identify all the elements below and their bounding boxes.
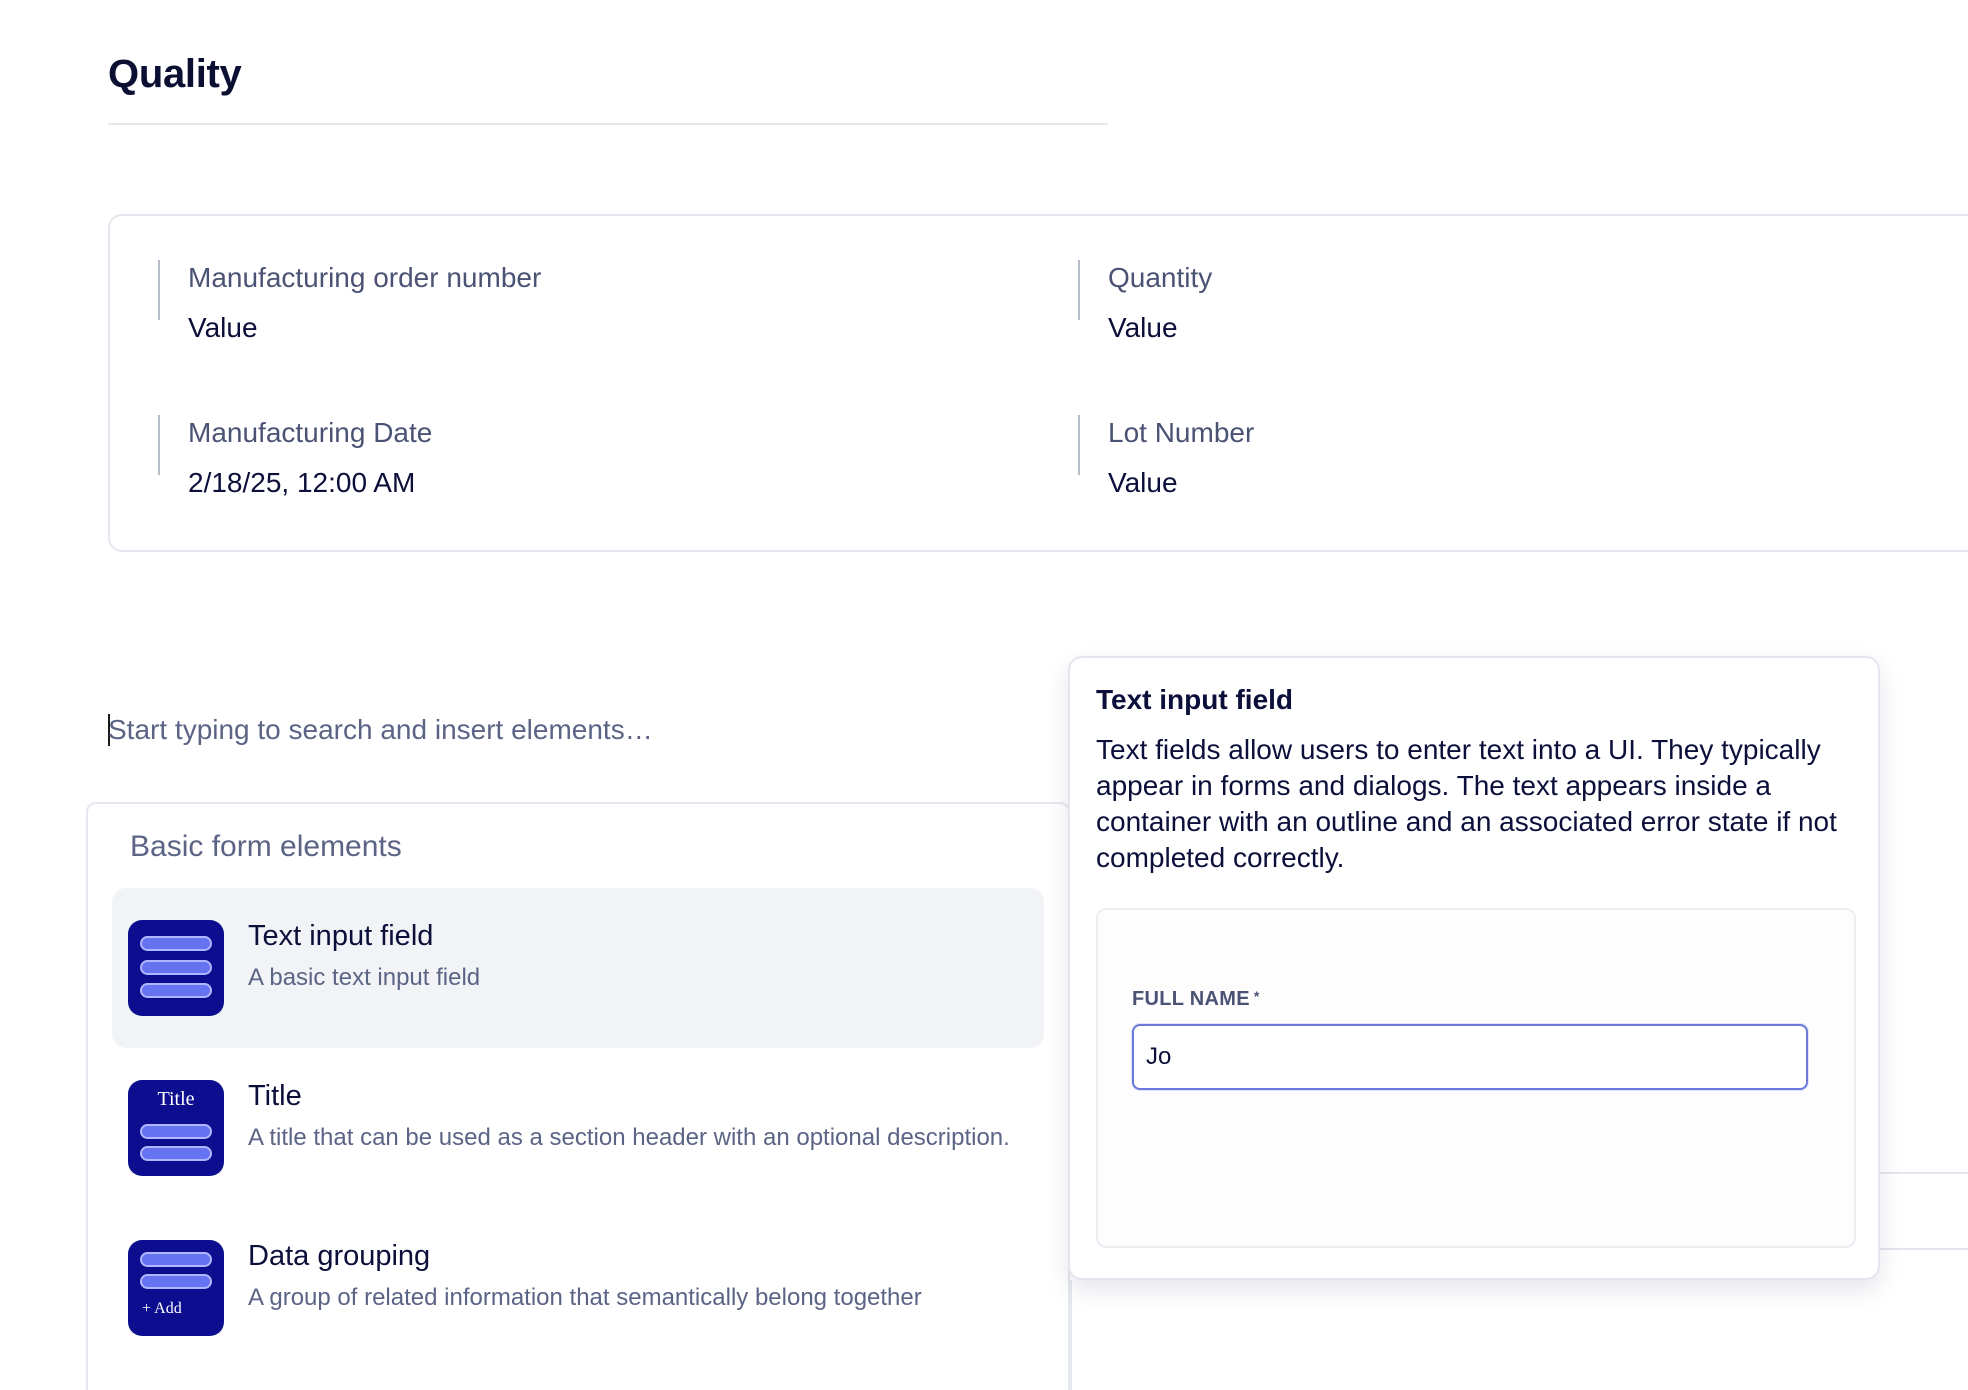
element-option-title[interactable] bbox=[112, 1048, 1044, 1208]
title-divider bbox=[108, 123, 1108, 125]
data-grouping-icon bbox=[128, 1240, 224, 1336]
info-value: Value bbox=[1108, 467, 1178, 498]
info-label: Quantity bbox=[1108, 262, 1213, 293]
info-value: Value bbox=[188, 312, 258, 343]
text-input-icon bbox=[128, 920, 224, 1016]
preview-title: Text input field bbox=[1096, 684, 1294, 715]
info-field-quantity bbox=[1078, 260, 1212, 346]
order-info-card bbox=[108, 214, 1968, 552]
element-description: A group of related information that semantically belong together bbox=[248, 1284, 922, 1311]
element-name: Text input field bbox=[248, 920, 434, 952]
info-field-lot-number bbox=[1078, 415, 1254, 501]
panel-edge bbox=[1070, 1280, 1088, 1390]
element-description: A title that can be used as a section header with an optional description. bbox=[248, 1124, 1010, 1151]
page-title: Quality bbox=[108, 52, 242, 96]
element-name: Title bbox=[248, 1080, 302, 1112]
add-icon-text: + Add bbox=[142, 1300, 182, 1317]
info-field-manufacturing-date bbox=[158, 415, 432, 501]
full-name-input[interactable] bbox=[1132, 1024, 1808, 1090]
info-value: Value bbox=[1108, 312, 1178, 343]
title-icon-text: Title bbox=[157, 1088, 195, 1110]
element-description: A basic text input field bbox=[248, 964, 481, 991]
preview-demo bbox=[1096, 908, 1856, 1248]
element-search-input[interactable] bbox=[108, 708, 1058, 752]
info-value: 2/18/25, 12:00 AM bbox=[188, 467, 416, 498]
demo-field-label bbox=[1132, 988, 1260, 1011]
info-label: Lot Number bbox=[1108, 417, 1255, 448]
element-name: Data grouping bbox=[248, 1240, 431, 1272]
info-label: Manufacturing order number bbox=[188, 262, 542, 293]
group-heading: Basic form elements bbox=[130, 830, 402, 863]
background-card-edge bbox=[1878, 1172, 1968, 1250]
title-icon bbox=[128, 1080, 224, 1176]
demo-label-text: FULL NAME bbox=[1132, 988, 1250, 1010]
element-preview-popover bbox=[1068, 656, 1880, 1280]
element-option-text-input-field[interactable] bbox=[112, 888, 1044, 1048]
elements-menu bbox=[86, 802, 1070, 1390]
info-label: Manufacturing Date bbox=[188, 417, 433, 448]
preview-description: Text fields allow users to enter text into a UI. They typically appear in forms and dialogs. The text appears inside a container with an outline and an associated error state if not completed correctly. bbox=[1096, 734, 1837, 873]
element-option-data-grouping[interactable] bbox=[112, 1208, 1044, 1368]
info-field-order-number bbox=[158, 260, 541, 346]
required-marker: * bbox=[1253, 988, 1260, 1004]
